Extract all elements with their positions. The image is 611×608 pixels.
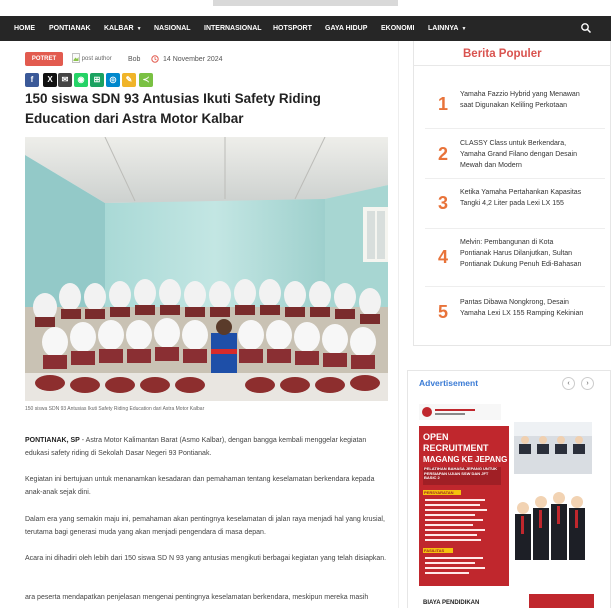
chevron-left-icon: ‹ bbox=[567, 380, 570, 387]
popular-title: Berita Populer bbox=[463, 48, 542, 60]
nav-label: NASIONAL bbox=[154, 25, 191, 32]
carousel-next-button[interactable] bbox=[581, 377, 594, 390]
facebook-share-button[interactable] bbox=[25, 73, 39, 87]
divider bbox=[425, 128, 605, 129]
email-icon: ✉ bbox=[61, 75, 69, 84]
ad-footer: BIAYA PENDIDIKAN bbox=[423, 600, 480, 606]
ad-line-magang: MAGANG KE JEPANG bbox=[423, 455, 508, 464]
paragraph-text: - Astra Motor Kalimantan Barat (Asmo Kalbar), dengan bangga kembali menggelar kegiatan edukasi safety riding di Sekolah Dasar Negeri 93 Pontianak. bbox=[25, 437, 367, 457]
rank-number: 4 bbox=[437, 247, 448, 267]
main-nav bbox=[0, 16, 611, 41]
nav-label: LAINNYA bbox=[428, 25, 459, 32]
divider bbox=[413, 65, 611, 66]
telegram-icon: ◎ bbox=[109, 75, 117, 84]
chevron-down-icon: ▼ bbox=[461, 26, 467, 32]
nav-gaya-hidup[interactable] bbox=[325, 16, 367, 41]
nav-label: GAYA HIDUP bbox=[325, 25, 368, 32]
avatar-alt-text: post author bbox=[81, 56, 112, 62]
nav-label: PONTIANAK bbox=[49, 25, 91, 32]
line-icon: ⊞ bbox=[93, 75, 101, 84]
dateline: PONTIANAK, SP bbox=[25, 437, 80, 444]
nav-ekonomi[interactable] bbox=[381, 16, 414, 41]
popular-item-link[interactable]: Melvin: Pembangunan di Kota Pontianak Harus Dilanjutkan, Sultan Pontianak Dukung Penuh Edi-Bahasan bbox=[460, 239, 582, 268]
article-paragraph: Dalam era yang semakin maju ini, pemahaman akan pentingnya keselamatan di jalan raya menjadi hal yang krusial, terutama bagi generasi muda yang akan menjadi pengendara di masa depan. bbox=[25, 516, 385, 536]
ad-line-recruitment: RECRUITMENT bbox=[423, 443, 489, 453]
popular-item-link[interactable]: Yamaha Fazzio Hybrid yang Menawan saat Digunakan Keliling Perkotaan bbox=[460, 91, 580, 109]
nav-lainnya[interactable] bbox=[428, 16, 466, 41]
top-strip bbox=[0, 0, 611, 16]
clock-icon bbox=[151, 55, 159, 63]
ad-subtitle: PELATIHAN BAHASA JEPANG UNTUK PERSIAPAN UJIAN SSW DAN JFT BASIC 2 bbox=[424, 467, 498, 480]
category-badge[interactable]: POTRET bbox=[25, 52, 63, 66]
search-icon[interactable] bbox=[580, 22, 592, 34]
whatsapp-share-button[interactable] bbox=[74, 73, 88, 87]
article-paragraph: Acara ini dihadiri oleh lebih dari 150 siswa SD N 93 yang antusias mengikuti berbagai kegiatan yang telah disiapkan. bbox=[25, 555, 387, 562]
nav-kalbar[interactable] bbox=[104, 16, 142, 41]
advertisement-image[interactable] bbox=[419, 404, 594, 608]
post-date: 14 November 2024 bbox=[163, 56, 223, 63]
nav-label: KALBAR bbox=[104, 25, 134, 32]
ad-section-persyaratan: PERSYARATAN bbox=[424, 490, 454, 495]
nav-hotsport[interactable] bbox=[273, 16, 312, 41]
carousel-prev-button[interactable] bbox=[562, 377, 575, 390]
article-title: 150 siswa SDN 93 Antusias Ikuti Safety Riding Education dari Astra Motor Kalbar bbox=[25, 91, 321, 126]
line-share-button[interactable] bbox=[90, 73, 104, 87]
nav-internasional[interactable] bbox=[204, 16, 262, 41]
copy-share-button[interactable] bbox=[122, 73, 136, 87]
rank-number: 1 bbox=[437, 94, 448, 114]
divider bbox=[425, 178, 605, 179]
classroom-photo bbox=[25, 137, 388, 401]
nav-label: INTERNASIONAL bbox=[204, 25, 262, 32]
rank-number: 2 bbox=[437, 144, 448, 164]
recruitment-ad-graphic bbox=[419, 404, 594, 608]
nav-label: HOME bbox=[14, 25, 35, 32]
nav-home[interactable] bbox=[14, 16, 35, 41]
article-paragraph bbox=[25, 434, 388, 460]
photo-caption: 150 siswa SDN 93 Antusias Ikuti Safety Riding Education dari Astra Motor Kalbar bbox=[25, 406, 205, 412]
divider bbox=[425, 228, 605, 229]
share-icon: ≺ bbox=[142, 75, 150, 84]
article-photo[interactable] bbox=[25, 137, 388, 401]
nav-pontianak[interactable] bbox=[49, 16, 91, 41]
nav-nasional[interactable] bbox=[154, 16, 191, 41]
more-share-button[interactable] bbox=[139, 73, 153, 87]
divider bbox=[425, 286, 605, 287]
advertisement-title: Advertisement bbox=[419, 378, 479, 388]
nav-label: EKONOMI bbox=[381, 25, 415, 32]
ad-section-fasilitas: FASILITAS bbox=[424, 548, 445, 553]
popular-item-link[interactable]: Ketika Yamaha Pertahankan Kapasitas Tangki 4,2 Liter pada Lexi LX 155 bbox=[460, 189, 582, 207]
sidebar-divider bbox=[398, 41, 399, 608]
chevron-down-icon: ▼ bbox=[136, 26, 142, 32]
top-banner-ad[interactable] bbox=[213, 0, 398, 6]
author-name[interactable]: Bob bbox=[128, 56, 141, 63]
telegram-share-button[interactable] bbox=[106, 73, 120, 87]
broken-image-icon bbox=[72, 53, 80, 63]
nav-label: HOTSPORT bbox=[273, 25, 312, 32]
article-paragraph: ara peserta mendapatkan penjelasan mengenai pentingnya keselamatan berkendara, meskipun mereka masih bbox=[25, 594, 369, 601]
article-paragraph: Kegiatan ini bertujuan untuk menanamkan kesadaran dan pemahaman tentang keselamatan berkendara kepada anak-anak sejak dini. bbox=[25, 476, 375, 496]
x-icon: X bbox=[47, 75, 53, 84]
ad-line-open: OPEN bbox=[423, 432, 449, 442]
popular-item-link[interactable]: CLASSY Class untuk Berkendara, Yamaha Grand Filano dengan Desain Mewah dan Modern bbox=[460, 140, 578, 169]
rank-number: 3 bbox=[437, 193, 448, 213]
popular-item-link[interactable]: Pantas Dibawa Nongkrong, Desain Yamaha Lexi LX 155 Ramping Kekinian bbox=[460, 299, 584, 317]
copy-icon: ✎ bbox=[125, 75, 133, 84]
facebook-icon: f bbox=[30, 75, 34, 84]
rank-number: 5 bbox=[437, 302, 448, 322]
email-share-button[interactable] bbox=[58, 73, 72, 87]
x-share-button[interactable] bbox=[43, 73, 57, 87]
chevron-right-icon: › bbox=[586, 380, 589, 387]
whatsapp-icon: ◉ bbox=[77, 75, 85, 84]
avatar bbox=[72, 53, 124, 66]
